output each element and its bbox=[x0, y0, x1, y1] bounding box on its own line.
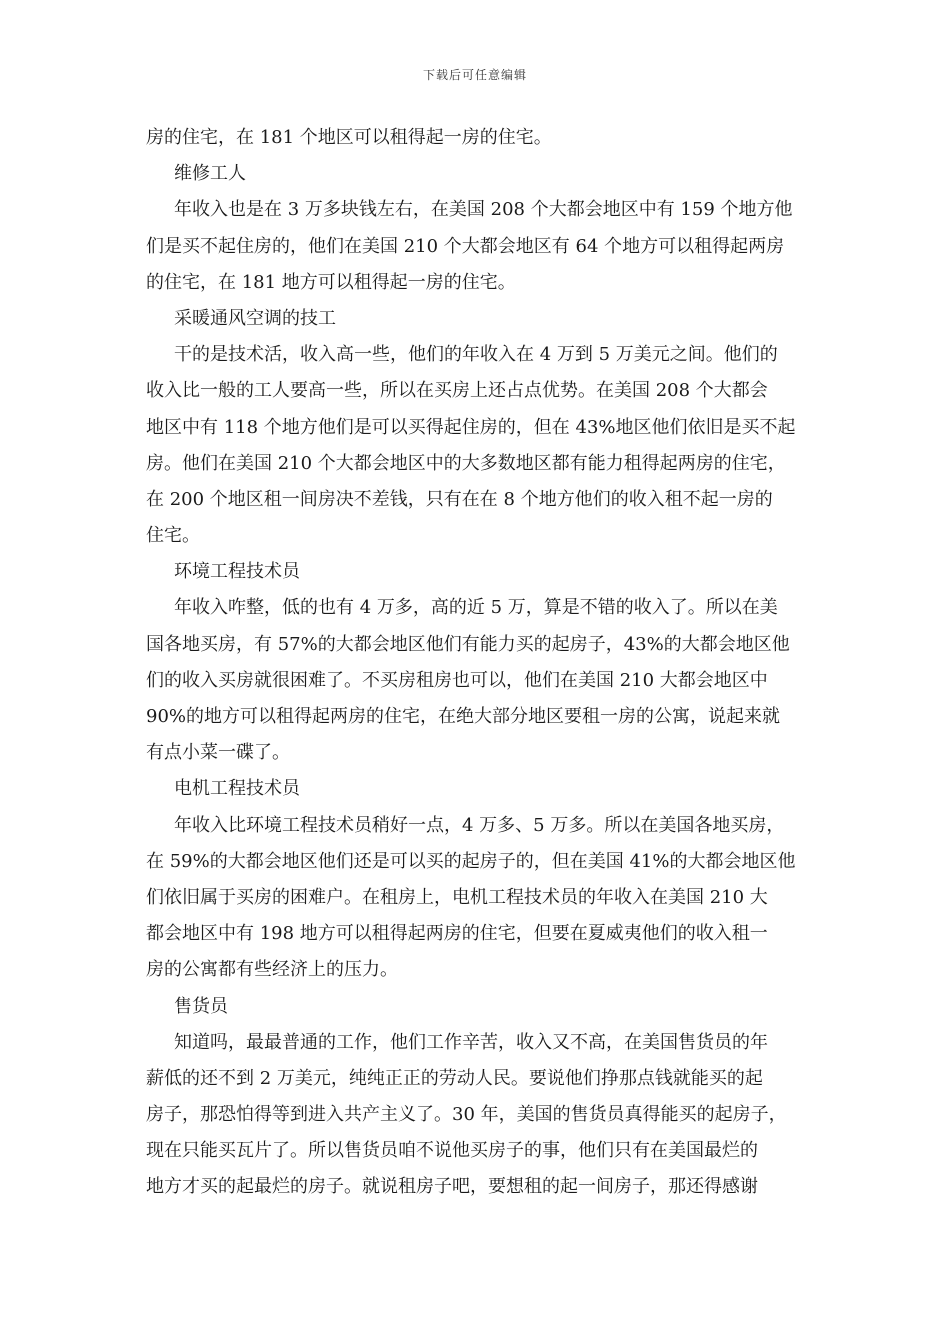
text-line: 现在只能买瓦片了。所以售货员咱不说他买房子的事，他们只有在美国最烂的 bbox=[146, 1140, 758, 1162]
text-line: 采暖通风空调的技工 bbox=[174, 307, 336, 329]
text-line: 们的收入买房就很困难了。不买房租房也可以，他们在美国 210 大都会地区中 bbox=[146, 669, 768, 691]
text-line: 年收入也是在 3 万多块钱左右，在美国 208 个大都会地区中有 159 个地方他 bbox=[174, 199, 793, 221]
text-line: 年收入比环境工程技术员稍好一点，4 万多、5 万多。所以在美国各地买房， bbox=[174, 814, 785, 836]
text-line: 地方才买的起最烂的房子。就说租房子吧，要想租的起一间房子，那还得感谢 bbox=[146, 1176, 758, 1198]
text-line: 维修工人 bbox=[174, 163, 246, 185]
text-line: 在 59%的大都会地区他们还是可以买的起房子的，但在美国 41%的大都会地区他 bbox=[146, 850, 796, 872]
text-line: 有点小菜一碟了。 bbox=[146, 742, 290, 764]
text-line: 房的公寓都有些经济上的压力。 bbox=[146, 959, 398, 981]
text-line: 知道吗，最最普通的工作，他们工作辛苦，收入又不高，在美国售货员的年 bbox=[174, 1031, 768, 1053]
text-line: 们是买不起住房的，他们在美国 210 个大都会地区有 64 个地方可以租得起两房 bbox=[146, 235, 785, 257]
text-line: 在 200 个地区租一间房决不差钱，只有在在 8 个地方他们的收入租不起一房的 bbox=[146, 488, 773, 510]
text-line: 住宅。 bbox=[146, 525, 200, 547]
text-line: 房的住宅，在 181 个地区可以租得起一房的住宅。 bbox=[146, 127, 552, 148]
text-line: 年收入咋整，低的也有 4 万多，高的近 5 万，算是不错的收入了。所以在美 bbox=[174, 597, 778, 619]
text-line: 90%的地方可以租得起两房的住宅，在绝大部分地区要租一房的公寓，说起来就 bbox=[146, 706, 781, 727]
text-line: 售货员 bbox=[174, 995, 228, 1017]
text-line: 干的是技术活，收入高一些，他们的年收入在 4 万到 5 万美元之间。他们的 bbox=[174, 344, 778, 366]
text-line: 薪低的还不到 2 万美元，纯纯正正的劳动人民。要说他们挣那点钱就能买的起 bbox=[146, 1067, 763, 1089]
document-body bbox=[146, 120, 808, 1206]
text-line: 环境工程技术员 bbox=[174, 561, 300, 583]
text-line: 地区中有 118 个地方他们是可以买得起住房的，但在 43%地区他们依旧是买不起 bbox=[146, 416, 796, 438]
text-line: 都会地区中有 198 地方可以租得起两房的住宅，但要在夏威夷他们的收入租一 bbox=[146, 923, 768, 945]
text-line: 国各地买房，有 57%的大都会地区他们有能力买的起房子，43%的大都会地区他 bbox=[146, 633, 790, 655]
text-line: 们依旧属于买房的困难户。在租房上，电机工程技术员的年收入在美国 210 大 bbox=[146, 886, 768, 908]
text-line: 房子，那恐怕得等到进入共产主义了。30 年，美国的售货员真得能买的起房子， bbox=[146, 1104, 787, 1126]
text-line: 的住宅，在 181 地方可以租得起一房的住宅。 bbox=[146, 271, 516, 293]
text-line: 房。他们在美国 210 个大都会地区中的大多数地区都有能力租得起两房的住宅， bbox=[146, 452, 786, 474]
text-line: 收入比一般的工人要高一些，所以在买房上还占点优势。在美国 208 个大都会 bbox=[146, 380, 768, 402]
page-header: 下载后可任意编辑 bbox=[422, 68, 527, 82]
text-line: 电机工程技术员 bbox=[174, 778, 300, 800]
